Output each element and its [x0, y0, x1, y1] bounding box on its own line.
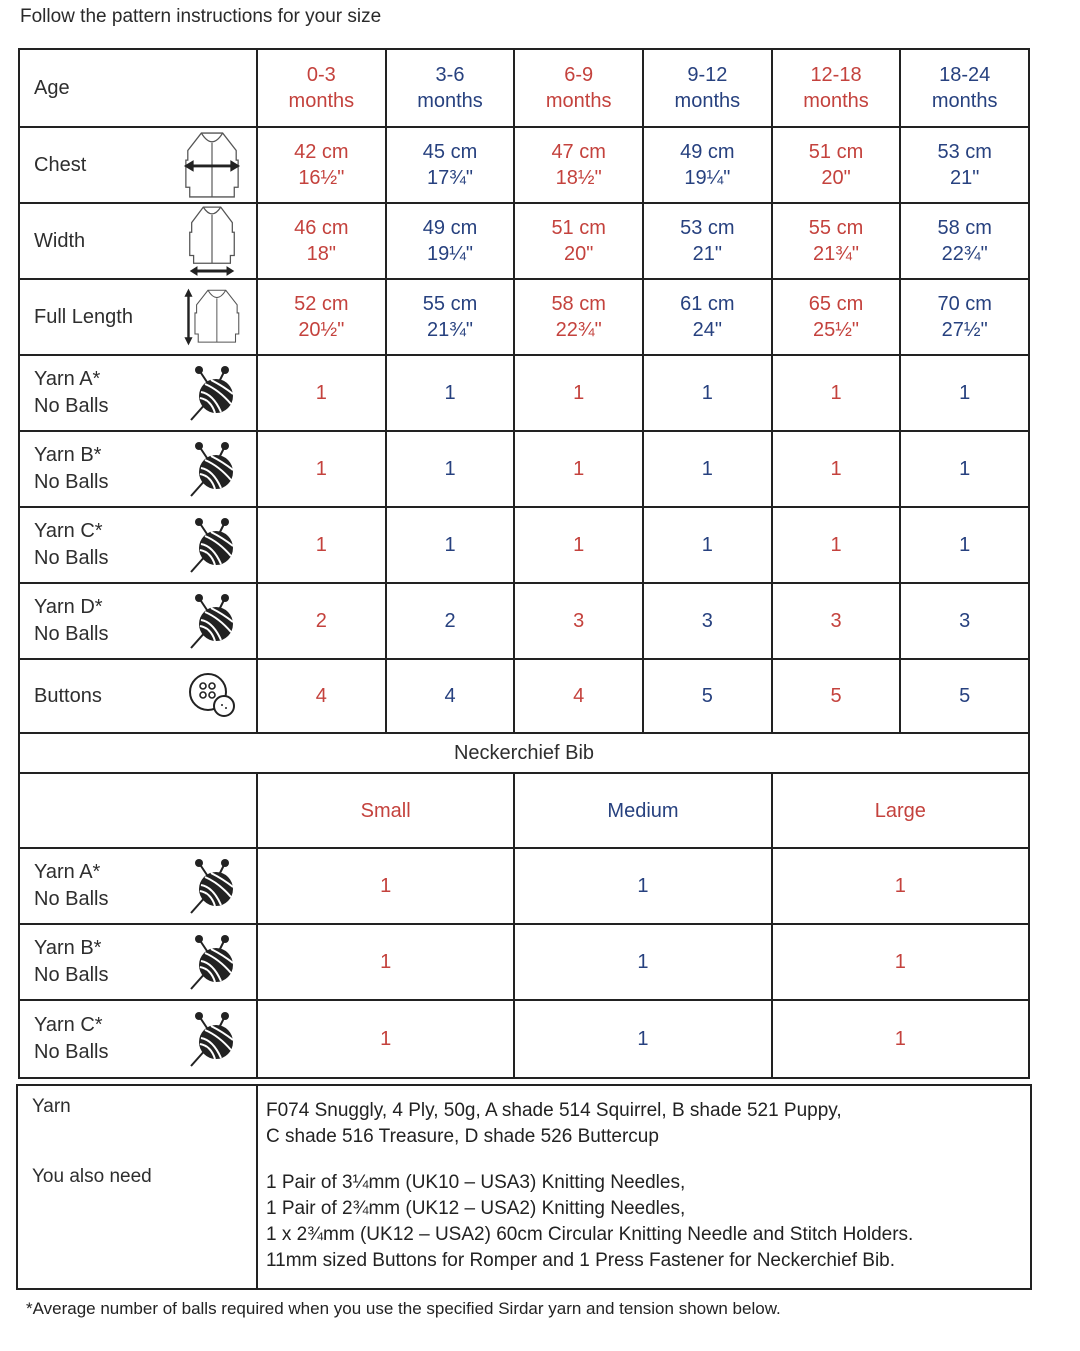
need-label: You also need	[32, 1166, 152, 1187]
yarn-qty-cell: 1	[644, 432, 773, 506]
yarn-qty-cell: 1	[644, 356, 773, 430]
row-label	[20, 508, 258, 582]
yarn-ball-icon	[182, 511, 242, 579]
measurement-in: 20½"	[298, 319, 345, 341]
row-label	[20, 204, 258, 278]
row-label	[20, 128, 258, 202]
size-header	[387, 50, 516, 126]
measurement-cm: 55 cm	[422, 293, 478, 315]
need-line: 1 Pair of 2¾mm (UK12 – USA2) Knitting Needles,	[266, 1198, 686, 1219]
row-label-text: Yarn C*	[34, 1014, 103, 1036]
yarn-ball-icon	[182, 435, 242, 503]
yarn-qty-cell: 1	[258, 508, 387, 582]
row-label	[20, 660, 258, 732]
measurement-cell	[901, 128, 1028, 202]
bib-yarn-qty-cell: 1	[894, 875, 906, 897]
measurement-cell	[515, 280, 644, 354]
yarn-row	[20, 432, 1028, 508]
measurement-in: 20"	[821, 167, 851, 189]
measurement-cm: 49 cm	[680, 141, 735, 163]
size-header	[258, 50, 387, 126]
buttons-qty-cell: 5	[773, 660, 902, 732]
measurement-in: 25½"	[813, 319, 860, 341]
yarn-label: Yarn	[32, 1096, 71, 1117]
row-label	[20, 50, 258, 126]
size-unit: months	[674, 90, 741, 112]
bib-yarn-qty-cell: 1	[258, 849, 515, 923]
measurement-cell	[644, 128, 773, 202]
yarn-qty-cell: 1	[258, 356, 387, 430]
measurement-cm: 45 cm	[422, 141, 478, 163]
bib-size-header: Small	[258, 774, 515, 847]
row-label-text: Yarn A*	[34, 368, 101, 390]
row-label	[20, 280, 258, 354]
measurement-cm: 49 cm	[422, 217, 478, 239]
yarn-qty-cell: 1	[515, 432, 644, 506]
row-label	[20, 356, 258, 430]
measurement-cell	[901, 204, 1028, 278]
measurement-in: 16½"	[298, 167, 345, 189]
measurement-cm: 53 cm	[937, 141, 992, 163]
measurement-cm: 70 cm	[937, 293, 992, 315]
measurement-cm: 55 cm	[808, 217, 864, 239]
row-label-text: Yarn B*	[34, 444, 102, 466]
measurement-in: 21¾"	[813, 243, 860, 265]
measurement-cell	[387, 280, 516, 354]
measurement-cell	[644, 280, 773, 354]
size-header	[515, 50, 644, 126]
garment-width-icon	[182, 207, 242, 275]
row-label-text: Buttons	[34, 684, 102, 707]
yarn-qty-cell: 1	[387, 356, 516, 430]
materials-labels	[18, 1086, 258, 1288]
measurement-cm: 58 cm	[937, 217, 992, 239]
measurement-cm: 58 cm	[551, 293, 606, 315]
bib-size-row	[20, 774, 1028, 849]
size-unit: months	[545, 90, 612, 112]
yarn-qty-cell: 2	[387, 584, 516, 658]
materials-box	[16, 1084, 1032, 1290]
measurement-cm: 65 cm	[808, 293, 864, 315]
size-range: 9-12	[687, 64, 728, 86]
bib-yarn-row	[20, 1001, 1028, 1077]
row-label-text: No Balls	[34, 471, 109, 493]
bib-size-header: Medium	[515, 774, 772, 847]
measurement-in: 21"	[692, 243, 723, 265]
materials-text	[258, 1086, 1030, 1288]
row-label-text: Width	[34, 229, 86, 252]
row-label	[20, 1001, 258, 1077]
row-label-text: Yarn B*	[34, 937, 102, 959]
bib-yarn-qty-cell: 1	[894, 1028, 906, 1050]
row-label-text: No Balls	[34, 547, 109, 569]
measurement-cell	[515, 204, 644, 278]
row-label-text: No Balls	[34, 623, 109, 645]
yarn-qty-cell: 1	[387, 432, 516, 506]
yarn-ball-icon	[182, 852, 242, 920]
yarn-ball-icon	[182, 359, 242, 427]
bib-title-row	[20, 734, 1028, 774]
size-range: 3-6	[435, 64, 465, 86]
row-label-text: Yarn C*	[34, 520, 103, 542]
row-label	[20, 774, 258, 847]
footnote: *Average number of balls required when you use the specified Sirdar yarn and tension shown below.	[26, 1299, 781, 1318]
size-header	[773, 50, 902, 126]
measurement-cell	[258, 128, 387, 202]
need-line: 1 x 2¾mm (UK12 – USA2) 60cm Circular Knitting Needle and Stitch Holders.	[266, 1224, 914, 1245]
bib-yarn-qty-cell: 1	[515, 1001, 772, 1077]
yarn-qty-cell: 2	[258, 584, 387, 658]
measurement-in: 19¼"	[426, 243, 474, 265]
yarn-qty-cell: 3	[959, 610, 971, 632]
measurement-row	[20, 280, 1028, 356]
measurement-in: 19¼"	[684, 167, 731, 189]
measurement-cell	[387, 128, 516, 202]
measurement-cm: 46 cm	[294, 217, 349, 239]
size-unit: months	[417, 90, 483, 112]
measurement-cell	[901, 280, 1028, 354]
size-header	[901, 50, 1028, 126]
age-label: Age	[34, 76, 70, 99]
yarn-qty-cell: 3	[644, 584, 773, 658]
yarn-qty-cell: 3	[773, 584, 902, 658]
buttons-qty-cell: 4	[387, 660, 516, 732]
yarn-qty-cell: 1	[258, 432, 387, 506]
size-header	[644, 50, 773, 126]
measurement-cell	[773, 204, 902, 278]
row-label-text: No Balls	[34, 1041, 109, 1063]
yarn-ball-icon	[182, 928, 242, 996]
measurement-in: 22¾"	[941, 243, 988, 265]
intro-text: Follow the pattern instructions for your size	[20, 6, 382, 27]
bib-yarn-qty-cell: 1	[258, 925, 515, 999]
row-label	[20, 849, 258, 923]
yarn-qty-cell: 1	[959, 458, 971, 480]
yarn-qty-cell: 1	[773, 508, 902, 582]
row-label	[20, 432, 258, 506]
yarn-ball-icon	[182, 1005, 242, 1073]
yarn-row	[20, 508, 1028, 584]
measurement-row	[20, 204, 1028, 280]
bib-yarn-row	[20, 925, 1028, 1001]
bib-yarn-row	[20, 849, 1028, 925]
row-label-text: No Balls	[34, 964, 109, 986]
measurement-in: 18"	[306, 243, 337, 265]
need-line: 11mm sized Buttons for Romper and 1 Press Fastener for Neckerchief Bib.	[266, 1250, 896, 1271]
size-range: 6-9	[564, 64, 594, 86]
measurement-cell	[387, 204, 516, 278]
measurement-in: 18½"	[555, 167, 602, 189]
yarn-qty-cell: 1	[387, 508, 516, 582]
buttons-icon	[182, 662, 242, 730]
measurement-in: 17¾"	[426, 167, 474, 189]
size-unit: months	[803, 90, 869, 112]
yarn-row	[20, 584, 1028, 660]
row-label-text: Full Length	[34, 305, 133, 328]
yarn-qty-cell: 1	[515, 356, 644, 430]
measurement-cell	[515, 128, 644, 202]
measurement-cell	[644, 204, 773, 278]
measurement-cm: 42 cm	[294, 141, 349, 163]
row-label-text: Yarn A*	[34, 861, 101, 883]
yarn-qty-cell: 1	[644, 508, 773, 582]
row-label-text: No Balls	[34, 888, 109, 910]
size-unit: months	[288, 90, 355, 112]
age-row	[20, 50, 1028, 128]
measurement-cm: 53 cm	[680, 217, 735, 239]
measurement-cm: 52 cm	[294, 293, 349, 315]
size-range: 0-3	[306, 64, 336, 86]
measurement-in: 22¾"	[555, 319, 602, 341]
garment-length-icon	[182, 283, 242, 351]
yarn-qty-cell: 1	[959, 534, 971, 556]
yarn-qty-cell: 1	[773, 432, 902, 506]
measurement-in: 21¾"	[426, 319, 474, 341]
measurement-cell	[773, 280, 902, 354]
yarn-qty-cell: 1	[515, 508, 644, 582]
bib-yarn-qty-cell: 1	[894, 951, 906, 973]
size-range: 18-24	[939, 64, 991, 86]
size-unit: months	[931, 90, 998, 112]
measurement-cell	[258, 204, 387, 278]
yarn-qty-cell: 1	[959, 382, 971, 404]
buttons-qty-cell: 4	[515, 660, 644, 732]
size-table	[18, 48, 1030, 1079]
bib-yarn-qty-cell: 1	[515, 849, 772, 923]
measurement-cm: 47 cm	[551, 141, 606, 163]
measurement-cell	[773, 128, 902, 202]
measurement-in: 21"	[950, 167, 980, 189]
measurement-in: 20"	[564, 243, 594, 265]
measurement-cm: 61 cm	[680, 293, 735, 315]
measurement-cm: 51 cm	[551, 217, 606, 239]
buttons-qty-cell: 5	[644, 660, 773, 732]
bib-yarn-qty-cell: 1	[515, 925, 772, 999]
buttons-qty-cell: 5	[959, 685, 971, 707]
yarn-qty-cell: 3	[515, 584, 644, 658]
row-label-text: No Balls	[34, 395, 109, 417]
yarn-qty-cell: 1	[773, 356, 902, 430]
need-line: 1 Pair of 3¼mm (UK10 – USA3) Knitting Needles,	[266, 1172, 686, 1193]
bib-size-header: Large	[874, 799, 926, 822]
yarn-row	[20, 356, 1028, 432]
measurement-row	[20, 128, 1028, 204]
measurement-cell	[258, 280, 387, 354]
measurement-cm: 51 cm	[808, 141, 864, 163]
bib-title: Neckerchief Bib	[453, 741, 595, 764]
yarn-ball-icon	[182, 587, 242, 655]
bib-yarn-qty-cell: 1	[258, 1001, 515, 1077]
buttons-row	[20, 660, 1028, 734]
garment-chest-icon	[182, 131, 242, 199]
size-range: 12-18	[810, 64, 862, 86]
row-label-text: Yarn D*	[34, 596, 103, 618]
yarn-line: C shade 516 Treasure, D shade 526 Buttercup	[266, 1126, 659, 1147]
row-label-text: Chest	[34, 153, 87, 176]
row-label	[20, 925, 258, 999]
yarn-line: F074 Snuggly, 4 Ply, 50g, A shade 514 Squirrel, B shade 521 Puppy,	[266, 1100, 842, 1121]
measurement-in: 27½"	[941, 319, 988, 341]
measurement-in: 24"	[692, 319, 723, 341]
buttons-qty-cell: 4	[258, 660, 387, 732]
row-label	[20, 584, 258, 658]
